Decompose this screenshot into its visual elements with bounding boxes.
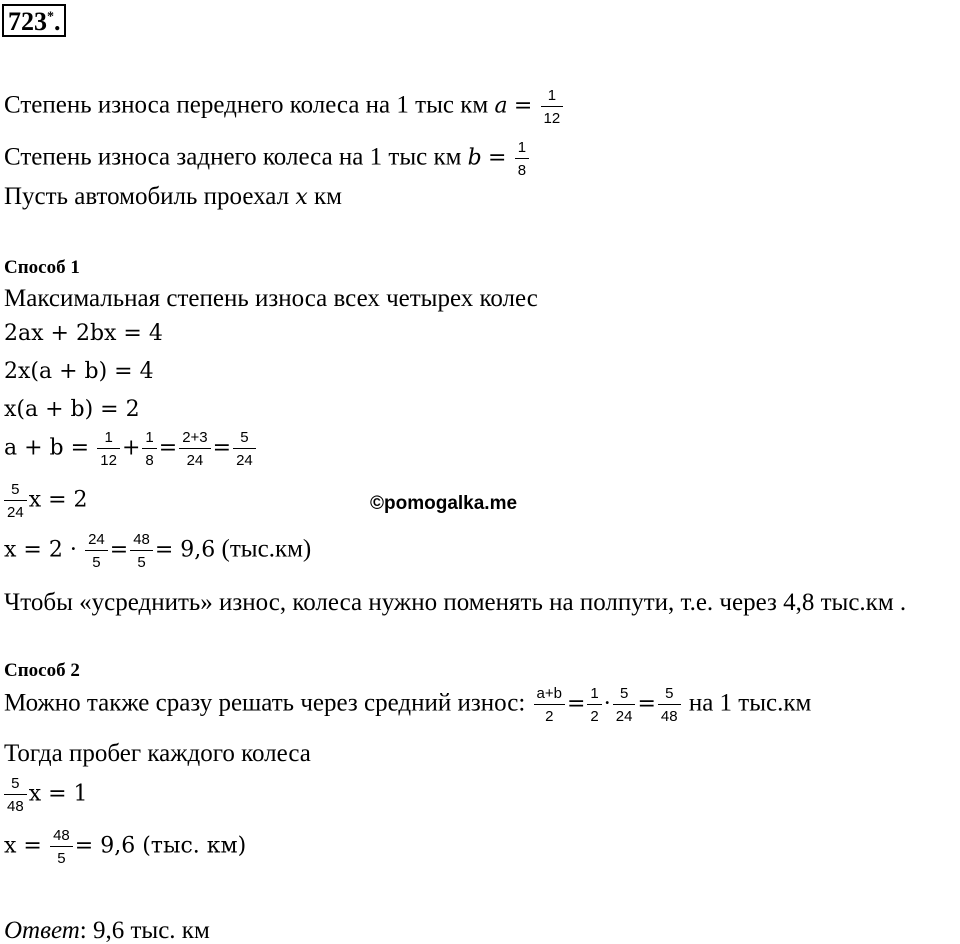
equation-2: 2x(a + b) = 4 — [4, 359, 154, 384]
problem-number: 723*. — [2, 4, 66, 37]
result-line-1: x = 2 · $\frac{24}{5}$ = $\frac{48}{5}$ = 9,6 (тыс.км) — [4, 531, 312, 571]
fraction-equation-line-2: $\frac{5}{48}$ x = 1 — [4, 776, 88, 814]
let-line: Пусть автомобиль проехал x км — [4, 183, 342, 210]
fraction-equation-line: $\frac{5}{24}$ x = 2 — [4, 482, 88, 520]
rear-wear-line: Степень износа заднего колеса на 1 тыс км b = $\frac{1}{8}$ — [4, 140, 531, 178]
each-wheel-line: Тогда пробег каждого колеса — [4, 740, 311, 767]
result-line-2: x = $\frac{48}{5}$ = 9,6 (тыс. км) — [4, 827, 247, 867]
equation-1: 2ax + 2bx = 4 — [4, 321, 163, 346]
method1-intro: Максимальная степень износа всех четырех колес — [4, 285, 538, 312]
answer-line: Ответ: 9,6 тыс. км — [4, 917, 210, 944]
sum-line: a + b = $\frac{1}{12}$ + $\frac{1}{8}$ = $\frac{2+3}{24}$ = $\frac{5}{24}$ — [4, 430, 258, 468]
method1-title: Способ 1 — [4, 257, 80, 278]
method1-conclusion: Чтобы «усреднить» износ, колеса нужно поменять на полпути, т.е. через 4,8 тыс.км . — [4, 589, 907, 616]
watermark: ©pomogalka.me — [370, 493, 518, 514]
front-wear-line: Степень износа переднего колеса на 1 тыс км a = $\frac{1}{12}$ — [4, 88, 565, 126]
equation-3: x(a + b) = 2 — [4, 397, 140, 422]
average-wear-line: Можно также сразу решать через средний износ: $\frac{a+b}{2}$ = $\frac{1}{2}$ · $\frac{5}{24}$ = $\frac{5}{48}$ на 1 тыс.км — [4, 685, 812, 725]
method2-title: Способ 2 — [4, 660, 80, 681]
